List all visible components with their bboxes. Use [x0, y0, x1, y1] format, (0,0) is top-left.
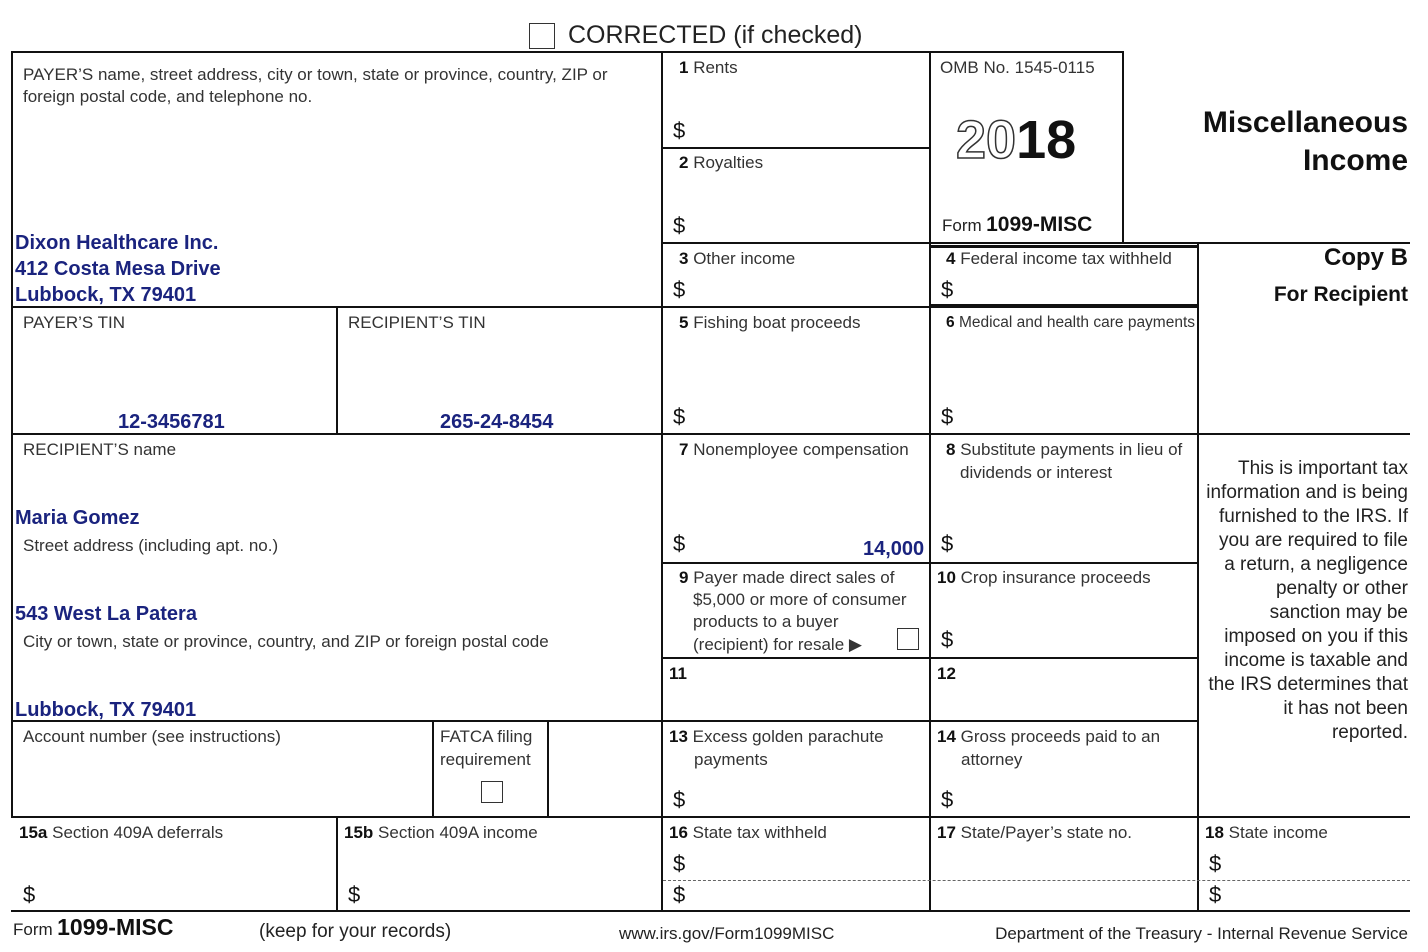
box3-dollar: $ [673, 277, 686, 302]
payer-label: PAYER’S name, street address, city or town, state or province, country, ZIP or foreign postal code, and telephone no. [23, 65, 608, 106]
box17-label: 17 State/Payer’s state no. [937, 823, 1133, 842]
box15a-label: 15a Section 409A deferrals [19, 823, 224, 842]
for-recipient-label: For Recipient [1273, 283, 1408, 306]
box12-label: 12 [937, 664, 956, 683]
box4-label: 4 Federal income tax withheld [946, 249, 1172, 268]
box9-label-line1: 9 Payer made direct sales of [679, 568, 895, 587]
box14-label-line1: 14 Gross proceeds paid to an [937, 727, 1161, 746]
copy-b-label: Copy B [1324, 244, 1408, 271]
recipient-name: Maria Gomez [15, 507, 140, 529]
corrected-label: CORRECTED (if checked) [568, 21, 863, 49]
recipient-tin: 265-24-8454 [440, 411, 554, 433]
box10-label: 10 Crop insurance proceeds [937, 568, 1151, 587]
box8-dollar: $ [941, 531, 954, 556]
recipient-street-label: Street address (including apt. no.) [23, 536, 279, 555]
box7-label: 7 Nonemployee compensation [679, 440, 909, 459]
payer-city: Lubbock, TX 79401 [15, 284, 197, 306]
box7-dollar: $ [673, 531, 686, 556]
box9-label-line4: (recipient) for resale ▶ [693, 635, 862, 654]
box10-dollar: $ [941, 627, 954, 652]
box16-label: 16 State tax withheld [669, 823, 827, 842]
box5-dollar: $ [673, 404, 686, 429]
recipient-city: Lubbock, TX 79401 [15, 699, 197, 721]
box13-label-line2: payments [694, 750, 768, 769]
box2-label: 2 Royalties [679, 153, 764, 172]
box13-dollar: $ [673, 787, 686, 812]
box9-checkbox[interactable] [897, 628, 919, 650]
omb-number: OMB No. 1545-0115 [940, 58, 1095, 77]
box5-label: 5 Fishing boat proceeds [679, 313, 861, 332]
corrected-checkbox[interactable] [529, 23, 555, 49]
box13-label-line1: 13 Excess golden parachute [669, 727, 884, 746]
box14-label-line2: attorney [961, 750, 1023, 769]
footer-form-name: Form 1099-MISC [13, 914, 174, 940]
important-notice: This is important tax information and is being furnished to the IRS. If you are required to file a return, a negligence penalty or other sanction may be imposed on you if this income is taxable and the IRS determines that it has not been reported. [1206, 458, 1408, 743]
payer-tin-label: PAYER’S TIN [23, 313, 126, 332]
box9-label-line2: $5,000 or more of consumer [693, 590, 907, 609]
box8-label: 8 Substitute payments in lieu of [946, 440, 1183, 459]
box14-dollar: $ [941, 787, 954, 812]
payer-tin: 12-3456781 [118, 411, 225, 433]
payer-street: 412 Costa Mesa Drive [15, 258, 221, 280]
footer-keep-note: (keep for your records) [259, 921, 452, 942]
recipient-street: 543 West La Patera [15, 603, 197, 625]
fatca-checkbox[interactable] [481, 781, 503, 803]
fatca-label-line2: requirement [440, 750, 531, 769]
box11-label: 11 [669, 664, 687, 683]
form-title-line1: Miscellaneous [1202, 106, 1408, 139]
box15a-dollar: $ [23, 882, 36, 907]
box15b-dollar: $ [348, 882, 361, 907]
fatca-label-line1: FATCA filing [440, 727, 533, 746]
payer-name: Dixon Healthcare Inc. [15, 232, 219, 254]
box8-label-line2: dividends or interest [960, 463, 1113, 482]
box16-dollar-2: $ [673, 882, 686, 907]
box1-dollar: $ [673, 118, 686, 143]
account-number-label: Account number (see instructions) [23, 727, 281, 746]
box6-label: 6 Medical and health care payments [946, 314, 1196, 331]
footer-department: Department of the Treasury - Internal Revenue Service [995, 924, 1408, 943]
recipient-name-label: RECIPIENT’S name [23, 440, 177, 459]
box15b-label: 15b Section 409A income [344, 823, 538, 842]
tax-year: 2018 [956, 110, 1077, 170]
footer-url: www.irs.gov/Form1099MISC [619, 924, 835, 943]
box3-label: 3 Other income [679, 249, 796, 268]
box18-label: 18 State income [1205, 823, 1328, 842]
form-name-header: Form 1099-MISC [942, 213, 1093, 236]
recipient-tin-label: RECIPIENT’S TIN [348, 313, 486, 332]
box4-dollar: $ [941, 277, 954, 302]
box18-dollar-2: $ [1209, 882, 1222, 907]
box2-dollar: $ [673, 213, 686, 238]
box9-label-line3: products to a buyer [693, 612, 839, 631]
box16-dollar-1: $ [673, 851, 686, 876]
box6-dollar: $ [941, 404, 954, 429]
box1-label: 1 Rents [679, 58, 738, 77]
box18-dollar-1: $ [1209, 851, 1222, 876]
form-title-line2: Income [1302, 144, 1408, 177]
box7-value: 14,000 [863, 538, 925, 560]
recipient-city-label: City or town, state or province, country, and ZIP or foreign postal code [23, 632, 549, 651]
